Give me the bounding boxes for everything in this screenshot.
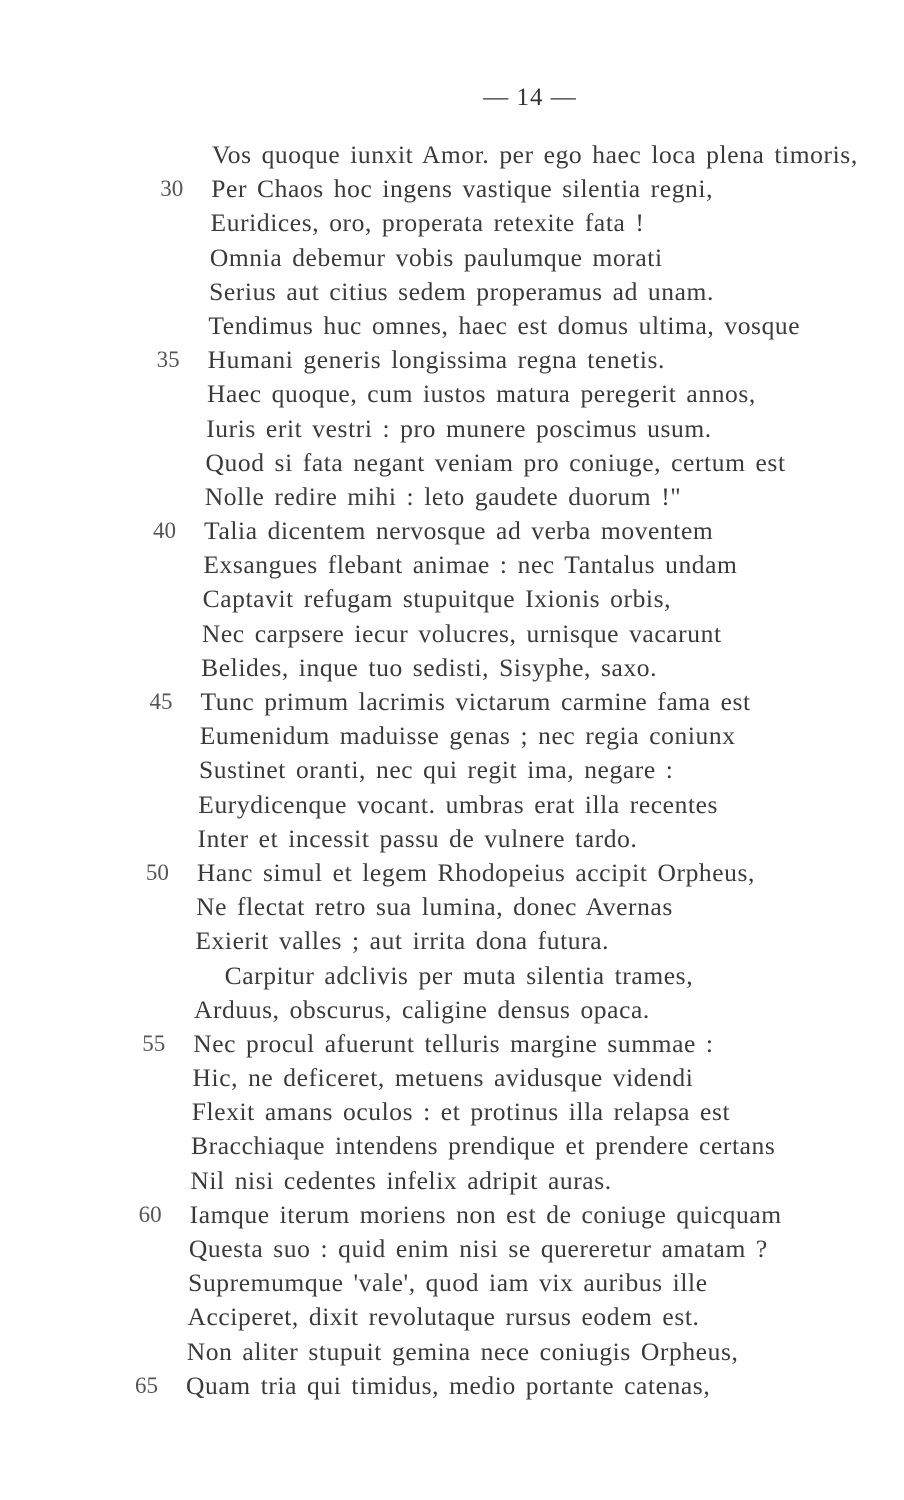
- verse-text: Carpitur adclivis per muta silentia trames,: [224, 960, 694, 990]
- verse-text: Omnia debemur vobis paulumque morati: [209, 242, 663, 272]
- verse-line: [0, 719, 904, 753]
- verse-text: Haec quoque, cum iustos matura peregerit annos,: [206, 379, 756, 409]
- verse-text: Nec procul afuerunt telluris margine summae :: [193, 1028, 714, 1058]
- verse-line: [0, 1095, 904, 1129]
- verse-line: [0, 206, 904, 240]
- verse-text: Hic, ne deficeret, metuens avidusque videndi: [192, 1063, 694, 1093]
- line-number: 65: [135, 1372, 158, 1398]
- verse-line: [0, 582, 904, 616]
- verse-text: Inter et incessit passu de vulnere tardo.: [197, 823, 638, 853]
- verse-text: Talia dicentem nervosque ad verba moventem: [204, 516, 714, 546]
- verse-text: Vos quoque iunxit Amor. per ego haec loca plena timoris,: [212, 140, 858, 169]
- verse-text: Humani generis longissima regna tenetis.: [207, 345, 666, 375]
- verse-text: Supremumque 'vale', quod iam vix auribus ille: [188, 1268, 708, 1298]
- verse-text: Bracchiaque intendens prendique et prendere certans: [191, 1131, 776, 1161]
- verse-line: [0, 309, 904, 343]
- verse-text: Nolle redire mihi : leto gaudete duorum !": [204, 481, 682, 511]
- verse-line: [0, 548, 904, 582]
- line-number: 45: [149, 689, 173, 714]
- verse-line: [0, 480, 904, 514]
- verse-text: Ne flectat retro sua lumina, donec Avernas: [196, 892, 673, 922]
- verse-text: Iuris erit vestri : pro munere poscimus usum.: [206, 413, 712, 443]
- verse-text: Exsangues flebant animae : nec Tantalus undam: [203, 550, 738, 580]
- verse-line: [0, 138, 904, 172]
- verse-text: Eumenidum maduisse genas ; nec regia coniunx: [199, 721, 736, 751]
- verse-text: Tendimus huc omnes, haec est domus ultima, vosque: [208, 310, 801, 340]
- verse-line: [0, 1129, 904, 1163]
- verse-text: Acciperet, dixit revolutaque rursus eodem est.: [187, 1302, 700, 1332]
- verse-text: Per Chaos hoc ingens vastique silentia regni,: [211, 174, 714, 204]
- line-number: 60: [138, 1201, 162, 1227]
- verse-line: [0, 514, 904, 548]
- verse-text: Quod si fata negant veniam pro coniuge, certum est: [205, 447, 786, 477]
- verse-line: [0, 1369, 904, 1403]
- verse-text: Non aliter stupuit gemina nece coniugis Orpheus,: [186, 1336, 739, 1366]
- verse-line: [0, 446, 904, 480]
- verse-line: [0, 685, 904, 719]
- verse-text: Iamque iterum moriens non est de coniuge quicquam: [189, 1199, 782, 1229]
- verse-line: [0, 1232, 904, 1266]
- verse-text: Nec carpsere iecur volucres, urnisque vacarunt: [201, 618, 722, 648]
- verse-line: [0, 993, 904, 1027]
- line-number: 40: [153, 518, 177, 544]
- verse-text: Hanc simul et legem Rhodopeius accipit Orpheus,: [196, 857, 756, 887]
- verse-text: Belides, inque tuo sedisti, Sisyphe, saxo.: [201, 652, 658, 682]
- verse-text: Quam tria qui timidus, medio portante catenas,: [186, 1370, 711, 1400]
- verse-line: [0, 1335, 904, 1369]
- line-number: 35: [156, 347, 180, 373]
- verse-line: [0, 822, 904, 856]
- verse-text: Sustinet oranti, nec qui regit ima, negare :: [199, 755, 674, 785]
- verse-line: [0, 1164, 904, 1198]
- verse-line: [0, 343, 904, 377]
- verse-line: [0, 959, 904, 993]
- verse-text: Tunc primum lacrimis victarum carmine fama est: [200, 687, 751, 716]
- verse-text: Eurydicenque vocant. umbras erat illa recentes: [198, 789, 719, 819]
- line-number: 30: [160, 176, 184, 202]
- verse-line: [0, 172, 904, 206]
- verse-line: [0, 890, 904, 924]
- verse-line: [0, 617, 904, 651]
- verse-text: Serius aut citius sedem properamus ad unam.: [209, 276, 714, 306]
- verse-line: [0, 788, 904, 822]
- verse-line: [0, 856, 904, 890]
- verse-line: [0, 1300, 904, 1334]
- verse-line: [0, 651, 904, 685]
- line-number: 50: [145, 859, 169, 885]
- verse-text: Questa suo : quid enim nisi se quereretur amatam ?: [188, 1234, 768, 1263]
- verse-text: Arduus, obscurus, caligine densus opaca.: [193, 994, 650, 1024]
- verse-block: [0, 138, 904, 1403]
- verse-line: [0, 241, 904, 275]
- verse-text: Flexit amans oculos : et protinus illa relapsa est: [191, 1097, 731, 1127]
- verse-line: [0, 1061, 904, 1095]
- verse-text: Nil nisi cedentes infelix adripit auras.: [190, 1165, 612, 1195]
- verse-text: Exierit valles ; aut irrita dona futura.: [195, 926, 610, 956]
- verse-text: Captavit refugam stupuitque Ixionis orbis,: [202, 584, 672, 614]
- verse-line: [0, 377, 904, 411]
- verse-line: [0, 753, 904, 787]
- verse-text: Euridices, oro, properata retexite fata !: [210, 208, 645, 238]
- verse-line: [0, 1266, 904, 1300]
- verse-line: [0, 412, 904, 446]
- line-number: 55: [142, 1030, 166, 1056]
- verse-line: [0, 1198, 904, 1232]
- verse-line: [0, 275, 904, 309]
- page-number: — 14 —: [483, 84, 577, 111]
- verse-line: [0, 1027, 904, 1061]
- verse-line: [0, 924, 904, 958]
